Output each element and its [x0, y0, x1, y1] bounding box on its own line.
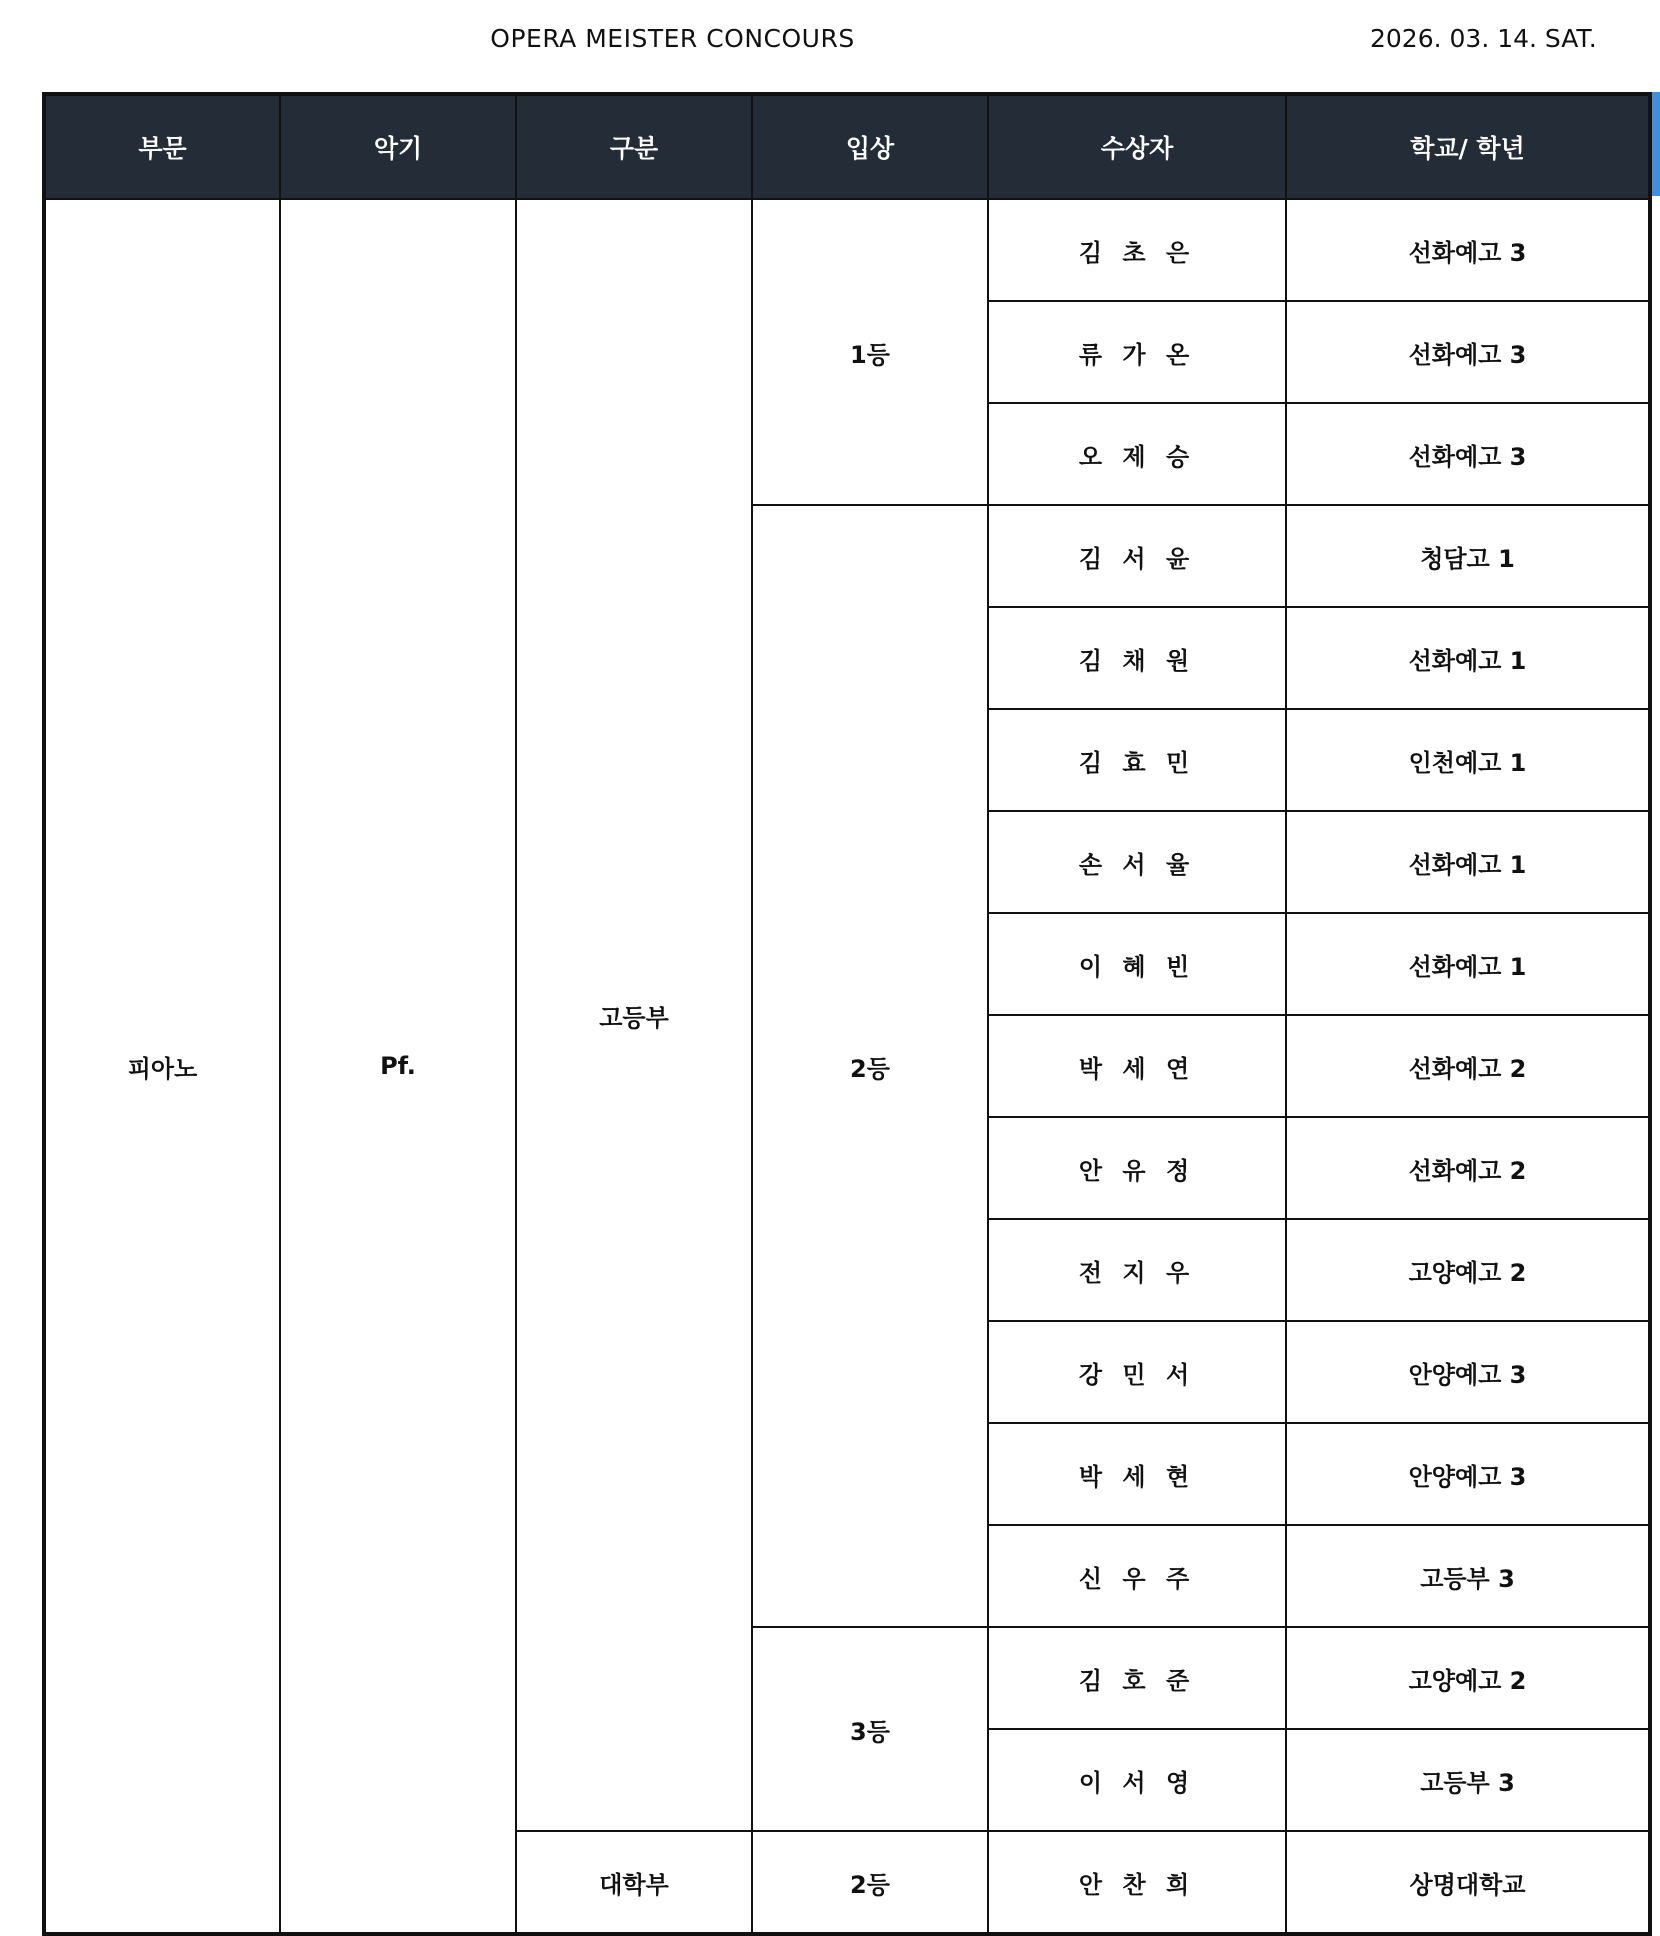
table-body — [44, 199, 1650, 1934]
winner-name: 전 지 우 — [988, 1219, 1286, 1321]
school-grade: 선화예고 1 — [1286, 811, 1650, 913]
winner-name: 오 제 승 — [988, 403, 1286, 505]
school-grade: 고등부 3 — [1286, 1729, 1650, 1831]
winner-name: 류 가 온 — [988, 301, 1286, 403]
category-cell: 대학부 — [516, 1831, 752, 1934]
header-row — [44, 94, 1650, 199]
rank-cell: 2등 — [752, 505, 988, 1627]
school-grade: 고등부 3 — [1286, 1525, 1650, 1627]
winner-name: 김 채 원 — [988, 607, 1286, 709]
rank-cell: 1등 — [752, 199, 988, 505]
winner-name: 안 찬 희 — [988, 1831, 1286, 1934]
winner-name: 김 호 준 — [988, 1627, 1286, 1729]
table-row — [44, 199, 1650, 301]
table-header — [44, 94, 1650, 199]
winner-name: 김 초 은 — [988, 199, 1286, 301]
school-grade: 선화예고 3 — [1286, 403, 1650, 505]
school-grade: 선화예고 1 — [1286, 607, 1650, 709]
school-grade: 인천예고 1 — [1286, 709, 1650, 811]
instrument-cell: Pf. — [280, 199, 516, 1934]
results-table — [42, 92, 1652, 1936]
school-grade: 선화예고 3 — [1286, 199, 1650, 301]
page-title: OPERA MEISTER CONCOURS — [490, 24, 855, 53]
winner-name: 김 서 윤 — [988, 505, 1286, 607]
winner-name: 이 혜 빈 — [988, 913, 1286, 1015]
winner-name: 김 효 민 — [988, 709, 1286, 811]
winner-name: 박 세 연 — [988, 1015, 1286, 1117]
winner-name: 이 서 영 — [988, 1729, 1286, 1831]
winner-name: 강 민 서 — [988, 1321, 1286, 1423]
event-date: 2026. 03. 14. SAT. — [1370, 24, 1597, 53]
column-header-winner: 수상자 — [988, 94, 1286, 199]
rank-cell: 3등 — [752, 1627, 988, 1831]
category-cell: 고등부 — [516, 199, 752, 1831]
school-grade: 선화예고 2 — [1286, 1117, 1650, 1219]
winner-name: 안 유 정 — [988, 1117, 1286, 1219]
school-grade: 안양예고 3 — [1286, 1423, 1650, 1525]
school-grade: 고양예고 2 — [1286, 1219, 1650, 1321]
column-header-category: 구분 — [516, 94, 752, 199]
winner-name: 박 세 현 — [988, 1423, 1286, 1525]
school-grade: 선화예고 1 — [1286, 913, 1650, 1015]
school-grade: 안양예고 3 — [1286, 1321, 1650, 1423]
school-grade: 선화예고 2 — [1286, 1015, 1650, 1117]
school-grade: 상명대학교 — [1286, 1831, 1650, 1934]
school-grade: 고양예고 2 — [1286, 1627, 1650, 1729]
column-header-instrument: 악기 — [280, 94, 516, 199]
column-header-school: 학교/ 학년 — [1286, 94, 1650, 199]
school-grade: 청담고 1 — [1286, 505, 1650, 607]
school-grade: 선화예고 3 — [1286, 301, 1650, 403]
winner-name: 신 우 주 — [988, 1525, 1286, 1627]
division-cell: 피아노 — [44, 199, 280, 1934]
rank-cell: 2등 — [752, 1831, 988, 1934]
column-header-rank: 입상 — [752, 94, 988, 199]
winner-name: 손 서 율 — [988, 811, 1286, 913]
column-header-division: 부문 — [44, 94, 280, 199]
